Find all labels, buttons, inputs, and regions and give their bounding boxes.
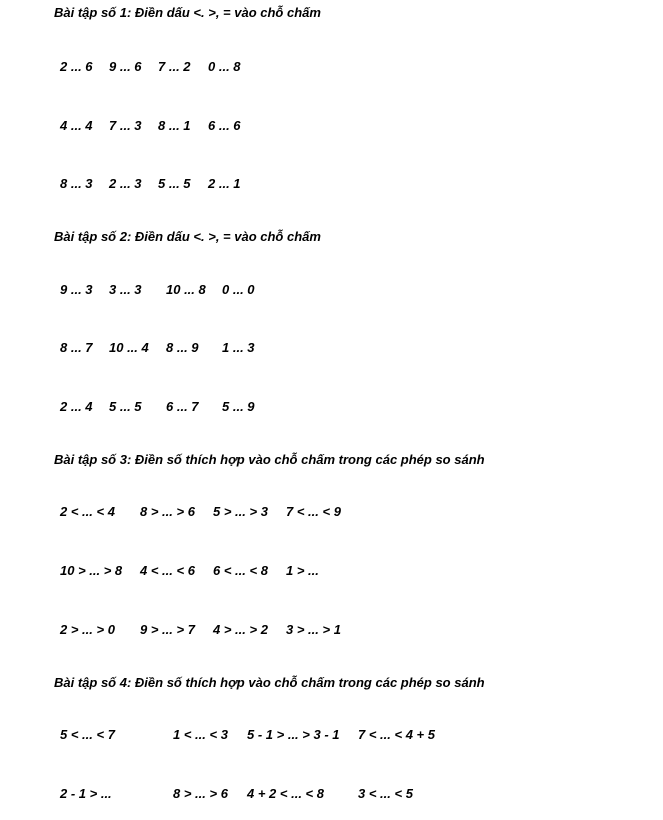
exercise-3-heading: Bài tập số 3: Điền số thích hợp vào chỗ chấm trong các phép so sánh (54, 452, 485, 467)
problem: 2 ... 6 (60, 59, 93, 74)
problem: 10 ... 8 (166, 282, 206, 297)
exercise-2-heading: Bài tập số 2: Điền dấu <. >, = vào chỗ chấm (54, 229, 321, 244)
problem: 5 - 1 > ... > 3 - 1 (247, 727, 340, 742)
problem: 2 < ... < 4 (60, 504, 115, 519)
problem: 9 ... 6 (109, 59, 142, 74)
problem: 2 ... 4 (60, 399, 93, 414)
problem: 5 ... 9 (222, 399, 255, 414)
problem: 7 < ... < 4 + 5 (358, 727, 435, 742)
problem: 2 ... 1 (208, 176, 241, 191)
problem: 8 ... 3 (60, 176, 93, 191)
problem: 8 ... 7 (60, 340, 93, 355)
problem: 2 > ... > 0 (60, 622, 115, 637)
problem: 8 ... 9 (166, 340, 199, 355)
problem: 6 ... 6 (208, 118, 241, 133)
problem: 10 ... 4 (109, 340, 149, 355)
problem: 9 ... 3 (60, 282, 93, 297)
problem: 6 < ... < 8 (213, 563, 268, 578)
problem: 7 < ... < 9 (286, 504, 341, 519)
problem: 4 ... 4 (60, 118, 93, 133)
problem: 1 > ... (286, 563, 319, 578)
problem: 5 < ... < 7 (60, 727, 115, 742)
problem: 8 ... 1 (158, 118, 191, 133)
problem: 0 ... 0 (222, 282, 255, 297)
problem: 5 > ... > 3 (213, 504, 268, 519)
problem: 8 > ... > 6 (173, 786, 228, 801)
problem: 4 > ... > 2 (213, 622, 268, 637)
problem: 6 ... 7 (166, 399, 199, 414)
problem: 3 ... 3 (109, 282, 142, 297)
problem: 7 ... 3 (109, 118, 142, 133)
problem: 4 < ... < 6 (140, 563, 195, 578)
problem: 8 > ... > 6 (140, 504, 195, 519)
exercise-1-heading: Bài tập số 1: Điền dấu <. >, = vào chỗ chấm (54, 5, 321, 20)
problem: 1 < ... < 3 (173, 727, 228, 742)
exercise-4-heading: Bài tập số 4: Điền số thích hợp vào chỗ chấm trong các phép so sánh (54, 675, 485, 690)
problem: 2 ... 3 (109, 176, 142, 191)
problem: 10 > ... > 8 (60, 563, 123, 578)
problem: 5 ... 5 (109, 399, 142, 414)
problem: 4 + 2 < ... < 8 (247, 786, 324, 801)
problem: 7 ... 2 (158, 59, 191, 74)
problem: 1 ... 3 (222, 340, 255, 355)
problem: 0 ... 8 (208, 59, 241, 74)
problem: 2 - 1 > ... (60, 786, 112, 801)
problem: 9 > ... > 7 (140, 622, 195, 637)
problem: 5 ... 5 (158, 176, 191, 191)
problem: 3 > ... > 1 (286, 622, 341, 637)
problem: 3 < ... < 5 (358, 786, 413, 801)
